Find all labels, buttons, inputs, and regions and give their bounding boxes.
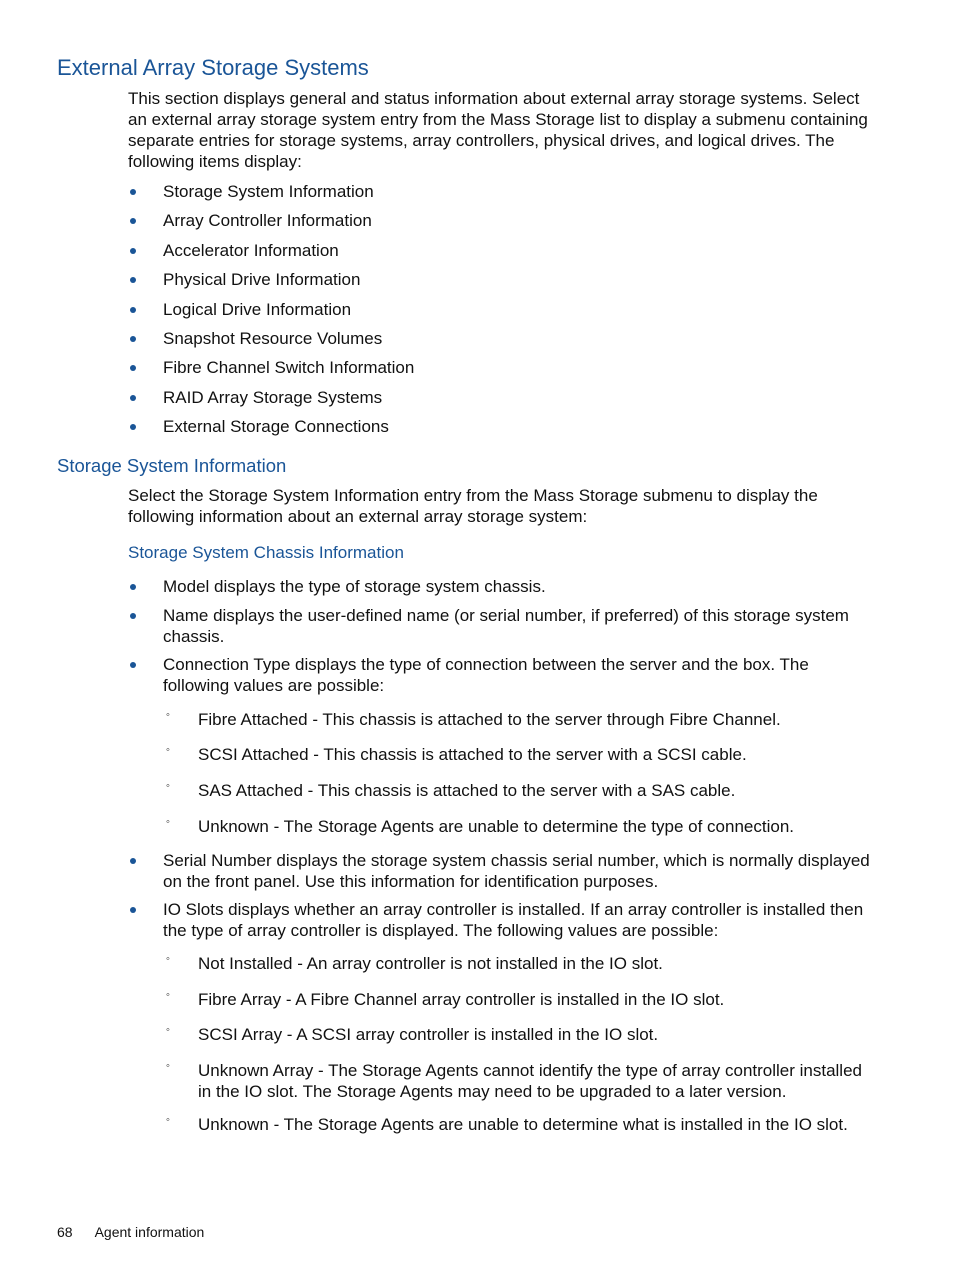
- sub-list-item: ◦ Unknown - The Storage Agents are unable to determine the type of connection.: [166, 816, 795, 836]
- list-item: Connection Type displays the type of connection between the server and the box. The following values are possible:: [163, 654, 873, 696]
- sub-list-item: ◦ Fibre Array - A Fibre Channel array controller is installed in the IO slot.: [166, 989, 725, 1009]
- bullet-icon: [130, 307, 136, 313]
- sub-list-item: ◦ SCSI Array - A SCSI array controller is installed in the IO slot.: [166, 1024, 659, 1044]
- list-item: Storage System Information: [163, 181, 873, 202]
- hollow-circle-icon: ◦: [166, 780, 170, 792]
- bullet-icon: [130, 336, 136, 342]
- page-number: 68: [57, 1224, 73, 1240]
- bullet-icon: [130, 365, 136, 371]
- hollow-circle-icon: ◦: [166, 989, 170, 1001]
- list-item: Model displays the type of storage system chassis.: [163, 576, 873, 597]
- list-item: Accelerator Information: [163, 240, 873, 261]
- footer-section-title: Agent information: [94, 1224, 205, 1240]
- list-item: RAID Array Storage Systems: [163, 387, 873, 408]
- hollow-circle-icon: ◦: [166, 1114, 170, 1126]
- sub-list-item: ◦ Unknown - The Storage Agents are unable to determine what is installed in the IO slot.: [166, 1114, 848, 1134]
- sub-list-item: ◦ Unknown Array - The Storage Agents cannot identify the type of array controller installed in the IO slot. The Storage Agents may need to be upgraded to a later version.: [166, 1060, 862, 1101]
- bullet-icon: [130, 907, 136, 913]
- intro-paragraph: This section displays general and status information about external array storage systems. Select an external array storage system entry from the Mass Storage list to display a submenu containing separate entries for storage systems, array controllers, physical drives, and logical drives. The following items display:: [128, 89, 868, 171]
- sub-list-item: ◦ Not Installed - An array controller is not installed in the IO slot.: [166, 953, 663, 973]
- hollow-circle-icon: ◦: [166, 816, 170, 828]
- page-footer: [57, 1223, 204, 1241]
- hollow-circle-icon: ◦: [166, 744, 170, 756]
- list-item: Name displays the user-defined name (or serial number, if preferred) of this storage system chassis.: [163, 605, 873, 647]
- bullet-icon: [130, 189, 136, 195]
- section-heading: Storage System Information: [57, 455, 287, 476]
- list-item: IO Slots displays whether an array controller is installed. If an array controller is installed then the type of array controller is displayed. The following values are possible:: [163, 899, 873, 941]
- bullet-icon: [130, 218, 136, 224]
- list-item: External Storage Connections: [163, 416, 873, 437]
- list-item: Serial Number displays the storage system chassis serial number, which is normally displayed on the front panel. Use this information for identification purposes.: [163, 850, 873, 892]
- bullet-icon: [130, 248, 136, 254]
- bullet-icon: [130, 277, 136, 283]
- subsection-heading: Storage System Chassis Information: [128, 543, 404, 562]
- sub-list-item: ◦ SAS Attached - This chassis is attached to the server with a SAS cable.: [166, 780, 736, 800]
- page-heading: External Array Storage Systems: [57, 55, 369, 80]
- list-item: Fibre Channel Switch Information: [163, 357, 873, 378]
- bullet-icon: [130, 858, 136, 864]
- list-item: Snapshot Resource Volumes: [163, 328, 873, 349]
- hollow-circle-icon: ◦: [166, 1060, 170, 1072]
- bullet-icon: [130, 662, 136, 668]
- sub-list-item: ◦ SCSI Attached - This chassis is attached to the server with a SCSI cable.: [166, 744, 747, 764]
- bullet-icon: [130, 424, 136, 430]
- list-item: Physical Drive Information: [163, 269, 873, 290]
- bullet-icon: [130, 395, 136, 401]
- hollow-circle-icon: ◦: [166, 709, 170, 721]
- list-item: Array Controller Information: [163, 210, 873, 231]
- list-item: Logical Drive Information: [163, 299, 873, 320]
- bullet-icon: [130, 613, 136, 619]
- hollow-circle-icon: ◦: [166, 953, 170, 965]
- sub-list-item: ◦ Fibre Attached - This chassis is attached to the server through Fibre Channel.: [166, 709, 781, 729]
- section-intro-paragraph: Select the Storage System Information entry from the Mass Storage submenu to display the following information about an external array storage system:: [128, 486, 818, 526]
- bullet-icon: [130, 584, 136, 590]
- hollow-circle-icon: ◦: [166, 1024, 170, 1036]
